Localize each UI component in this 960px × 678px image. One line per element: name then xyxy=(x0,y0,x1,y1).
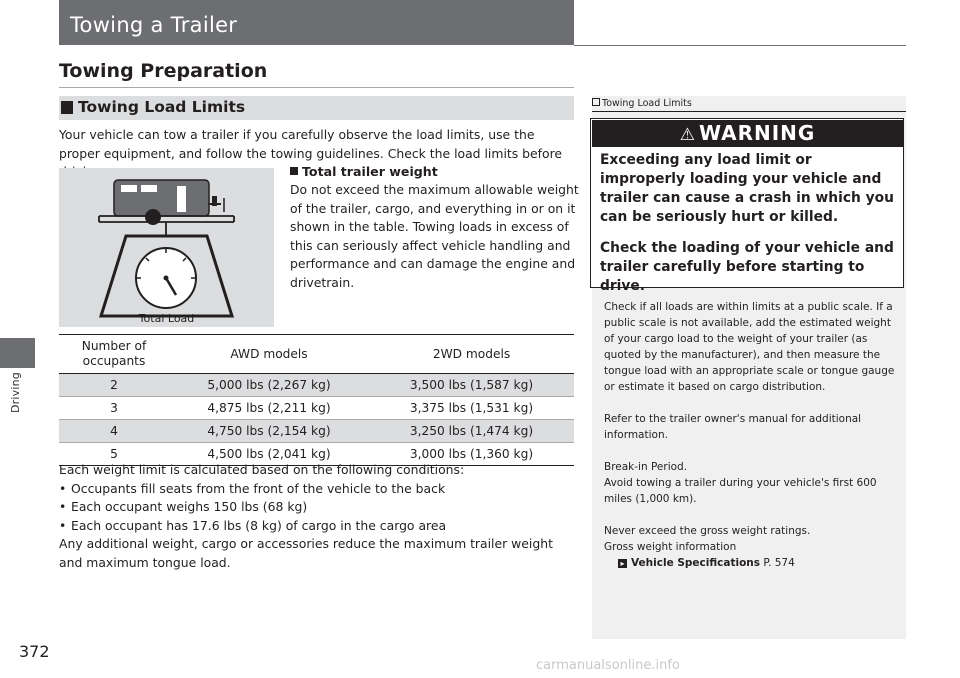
warning-title xyxy=(592,121,903,145)
total-load-figure xyxy=(59,168,274,327)
note-paragraph: Refer to the trailer owner's manual for additional information. xyxy=(604,413,862,441)
note-paragraph xyxy=(604,459,896,507)
conditions-lead: Each weight limit is calculated based on the following conditions: xyxy=(59,462,465,477)
table-header xyxy=(59,334,574,374)
table-cell: 4,750 lbs (2,154 kg) xyxy=(207,424,331,438)
subsection-marker-icon xyxy=(61,101,73,114)
reference-box-icon xyxy=(592,98,600,106)
conditions-block xyxy=(59,461,579,572)
reference-label: Vehicle Specifications xyxy=(631,557,761,569)
sidebar-heading-text: Towing Load Limits xyxy=(602,98,692,109)
section-tab-marker xyxy=(0,338,35,368)
note-text: Never exceed the gross weight ratings. xyxy=(604,525,811,537)
section-tab-label: Driving xyxy=(9,372,22,413)
spec-reference-link[interactable] xyxy=(604,557,795,569)
note-text: Gross weight information xyxy=(604,541,737,553)
condition-text: Each occupant has 17.6 lbs (8 kg) of cargo in the cargo area xyxy=(71,517,447,533)
table-cell: 3,250 lbs (1,474 kg) xyxy=(409,424,534,438)
table-cell: 3,500 lbs (1,587 kg) xyxy=(409,378,534,392)
total-weight-description: Do not exceed the maximum allowable weight of the trailer, cargo, and everything in or on it shown in the table. Towing loads in excess of this can seriously affect vehicle handling and performance and can damage the engine and drivetrain. xyxy=(290,182,579,290)
trailer-scale-illustration xyxy=(59,168,274,327)
sidebar-notes xyxy=(604,299,896,587)
intro-paragraph: Your vehicle can tow a trailer if you carefully observe the load limits, use the proper equipment, and follow the towing guidelines. Check the load limits before xyxy=(59,127,563,161)
condition-bullet xyxy=(59,498,579,517)
table-cell: 2 xyxy=(110,378,118,392)
table-cell: 4,500 lbs (2,041 kg) xyxy=(207,447,331,461)
title-rule xyxy=(574,45,906,46)
towing-limits-table xyxy=(59,334,574,466)
watermark: carmanualsonline.info xyxy=(536,658,680,673)
reference-arrow-icon: ▸ xyxy=(618,559,627,568)
note-text: Avoid towing a trailer during your vehicle's first 600 miles (1,000 km). xyxy=(604,477,877,505)
figure-label: Total Load xyxy=(138,312,195,325)
subsection-title: Towing Load Limits xyxy=(78,98,246,116)
condition-bullet xyxy=(59,517,579,536)
sidebar-heading xyxy=(592,98,692,109)
total-weight-heading-text: Total trailer weight xyxy=(302,164,438,179)
condition-text: Occupants fill seats from the front of the vehicle to the back xyxy=(71,480,446,496)
table-header-cell: Number of occupants xyxy=(81,339,147,368)
note-paragraph: Check if all loads are within limits at a public scale. If a public scale is not available, add the estimated weight of your cargo load to the weight of your trailer (as quoted by the manufacturer), and then measure the tongue load with an appropriate scale or tongue gauge or estimate it based on cargo distribution. xyxy=(604,301,895,393)
table-cell: 3,000 lbs (1,360 kg) xyxy=(409,447,534,461)
conditions-tail: Any additional weight, cargo or accessories reduce the maximum trailer weight and maximum tongue load. xyxy=(59,536,553,570)
table-cell: 3 xyxy=(110,401,118,415)
page-number: 372 xyxy=(19,642,50,661)
table-cell: 5,000 lbs (2,267 kg) xyxy=(207,378,331,392)
table-cell: 4 xyxy=(110,424,118,438)
section-rule xyxy=(59,87,574,88)
condition-bullet xyxy=(59,480,579,499)
sidebar-rule xyxy=(592,111,906,112)
total-weight-heading xyxy=(290,164,438,179)
table-header-cell: 2WD models xyxy=(432,347,511,361)
warning-text xyxy=(600,151,896,308)
condition-text: Each occupant weighs 150 lbs (68 kg) xyxy=(71,499,308,514)
table-cell: 5 xyxy=(110,447,118,461)
bullet-square-icon xyxy=(290,167,298,175)
note-paragraph xyxy=(604,523,896,571)
table-cell: 4,875 lbs (2,211 kg) xyxy=(207,401,331,415)
table-row xyxy=(59,374,574,397)
section-title: Towing Preparation xyxy=(59,60,268,82)
table-header-cell: AWD models xyxy=(230,347,308,361)
warning-triangle-icon: ⚠ xyxy=(679,125,696,145)
warning-paragraph: Check the loading of your vehicle and trailer carefully before starting to drive. xyxy=(600,240,894,294)
table-row xyxy=(59,397,574,420)
chapter-title: Towing a Trailer xyxy=(70,13,238,37)
reference-page: P. 574 xyxy=(763,557,795,569)
warning-title-text: WARNING xyxy=(698,121,816,145)
table-row xyxy=(59,420,574,443)
table-cell: 3,375 lbs (1,531 kg) xyxy=(409,401,534,415)
note-title: Break-in Period. xyxy=(604,461,688,473)
warning-paragraph: Exceeding any load limit or improperly loading your vehicle and trailer can cause a crash in which you can be seriously hurt or killed. xyxy=(600,152,894,225)
